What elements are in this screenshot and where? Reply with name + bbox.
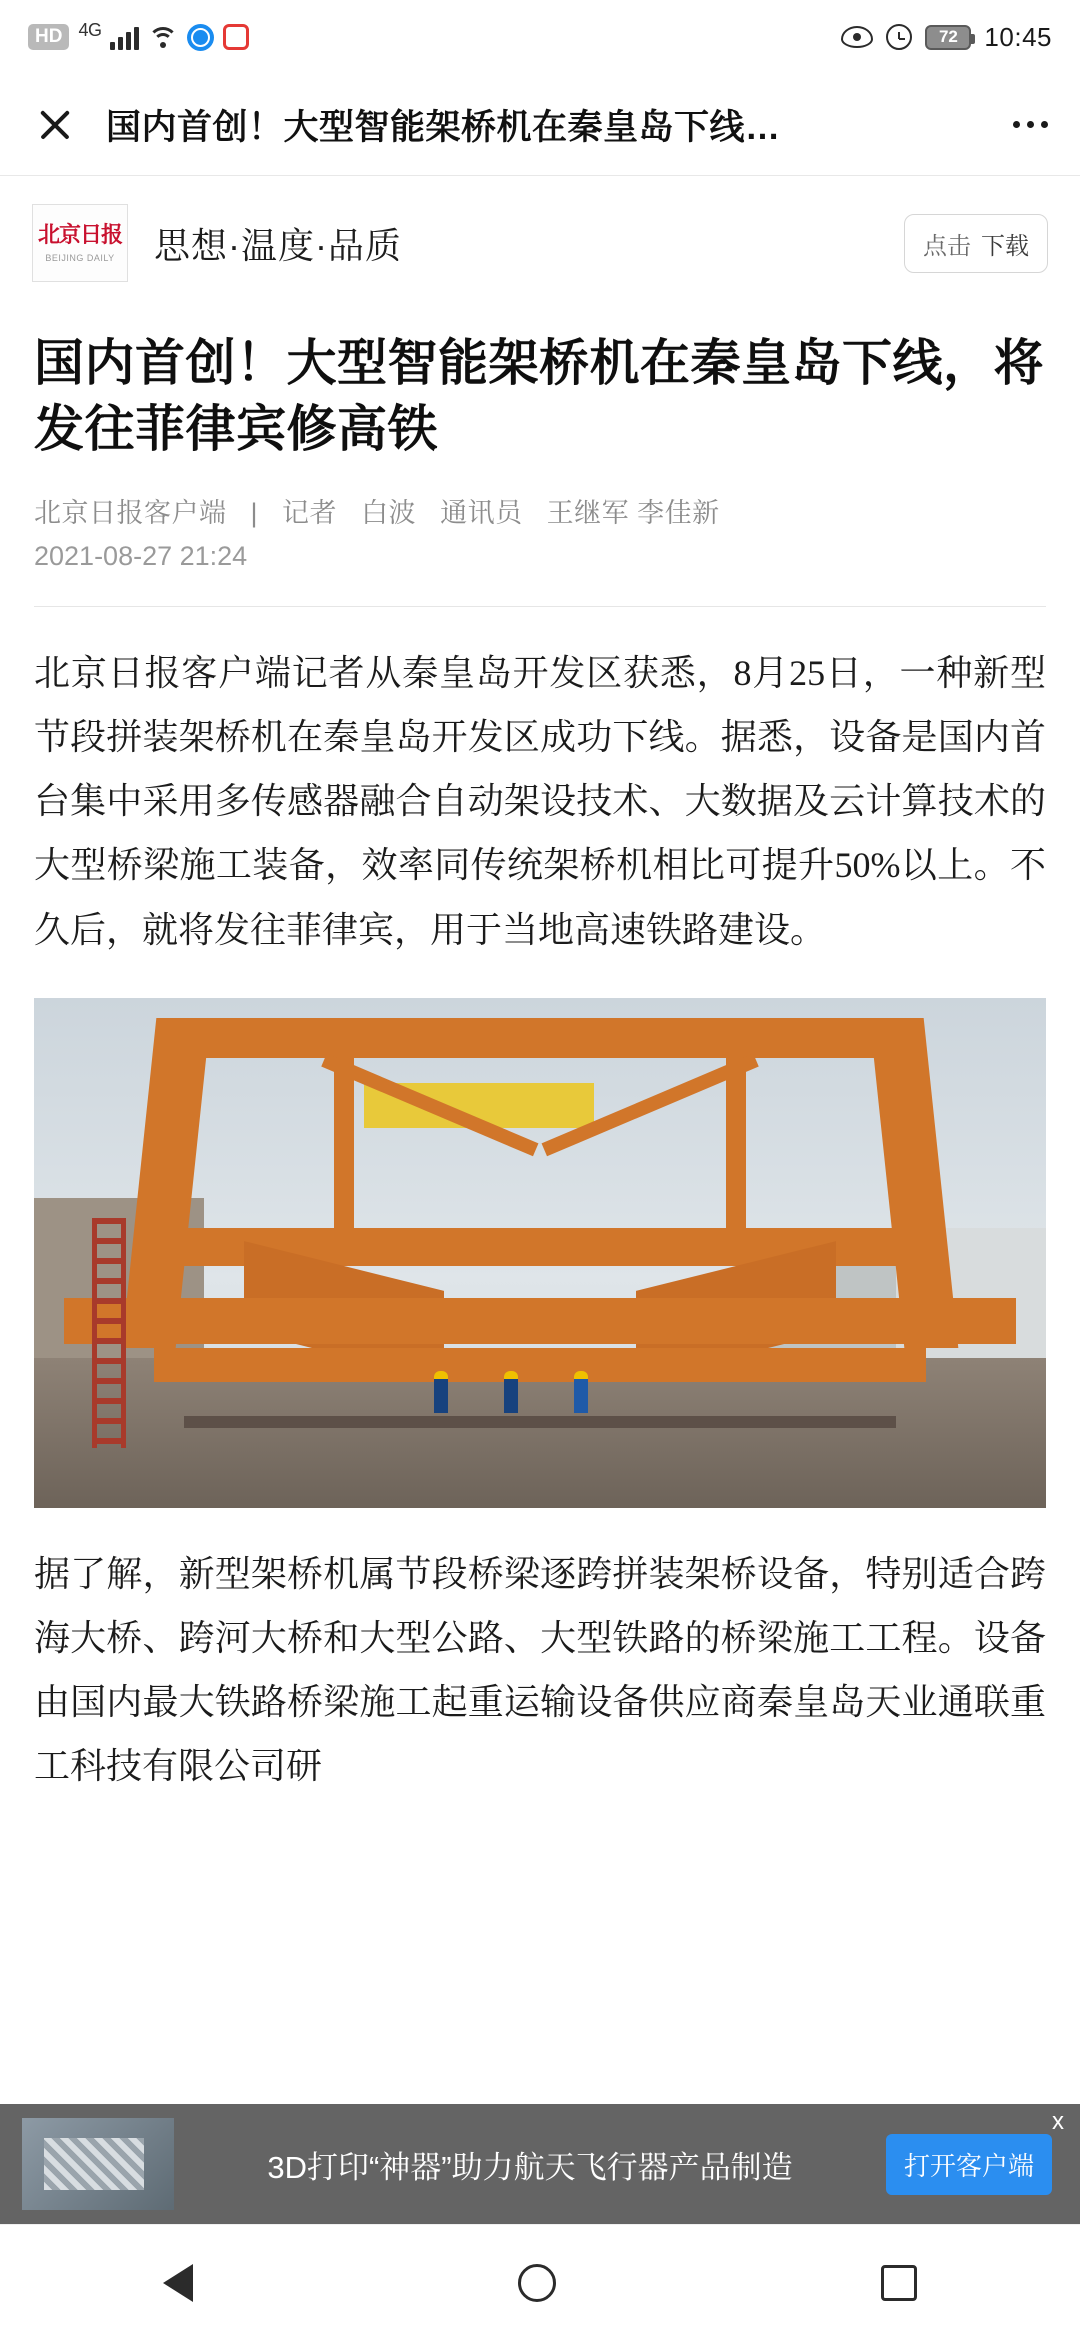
publisher-logo[interactable]: [32, 204, 128, 282]
image-worker: [504, 1379, 518, 1413]
app-top-bar: [0, 74, 1080, 176]
status-bar-left: [28, 19, 249, 51]
correspondent-names: 王继军 李佳新: [546, 498, 720, 528]
download-label: 下载: [981, 232, 1029, 260]
clock-label: 10:45: [984, 21, 1052, 52]
status-bar: [0, 0, 1080, 74]
image-deck-beam-lower: [154, 1348, 926, 1382]
signal-bars-icon: [110, 24, 139, 50]
image-ladder: [92, 1218, 126, 1448]
reporter-name: 白波: [361, 498, 417, 528]
image-worker: [574, 1379, 588, 1413]
alarm-icon: [886, 24, 912, 50]
image-rail: [184, 1416, 896, 1428]
image-truss-top-beam: [179, 1018, 901, 1058]
byline-separator: |: [250, 498, 259, 528]
wifi-icon: [148, 25, 178, 49]
publisher-logo-cn: 北京日报: [37, 221, 122, 247]
image-truss-vertical-2: [726, 1058, 746, 1228]
recent-apps-icon[interactable]: [881, 2265, 917, 2301]
page-title: 国内首创！大型智能架桥机在秦皇岛下线…: [106, 107, 781, 147]
article-byline: [0, 462, 1080, 535]
bottom-ad-banner[interactable]: [0, 2104, 1080, 2224]
more-options-icon[interactable]: [998, 121, 1048, 128]
home-icon[interactable]: [518, 2264, 556, 2302]
download-app-button[interactable]: [904, 214, 1048, 273]
back-icon[interactable]: [163, 2264, 193, 2302]
system-navigation-bar: [0, 2224, 1080, 2340]
ad-thumbnail[interactable]: [22, 2118, 174, 2210]
article-datetime: 2021-08-27 21:24: [34, 541, 248, 572]
publisher-bar: [0, 176, 1080, 292]
app-icon: [223, 24, 249, 50]
article-headline: 国内首创！大型智能架桥机在秦皇岛下线，将发往菲律宾修高铁: [34, 335, 1044, 457]
article-paragraph-2: 据了解，新型架桥机属节段桥梁逐跨拼装架桥设备，特别适合跨海大桥、跨河大桥和大型公路、大型铁路的桥梁施工工程。设备由国内最大铁路桥梁施工起重运输设备供应商秦皇岛天业通联重工科技有限公司研: [34, 1553, 1046, 1786]
open-app-button[interactable]: 打开客户端: [886, 2134, 1052, 2195]
network-type-label: 4G: [78, 19, 102, 40]
correspondent-label: 通讯员: [440, 498, 523, 528]
publisher-slogan: 思想·温度·品质: [154, 224, 402, 266]
image-truss-vertical-1: [334, 1058, 354, 1228]
ad-text: 3D打印“神器”助力航天飞行器产品制造: [267, 2149, 793, 2185]
reporter-label: 记者: [282, 498, 338, 528]
download-hint-label: 点击: [923, 232, 971, 260]
status-bar-right: [841, 22, 1052, 53]
publisher-logo-en: BEIJING DAILY: [45, 252, 115, 263]
article-paragraph-1: 北京日报客户端记者从秦皇岛开发区获悉，8月25日，一种新型节段拼装架桥机在秦皇岛开发区成功下线。据悉，设备是国内首台集中采用多传感器融合自动架设技术、大数据及云计算技术的大型桥梁施工装备，效率同传统架桥机相比可提升50%以上。不久后，就将发往菲律宾，用于当地高速铁路建设。: [34, 653, 1046, 950]
battery-indicator: 72: [925, 25, 971, 50]
article-scroll-area[interactable]: [0, 176, 1080, 2224]
eye-comfort-icon: [841, 26, 873, 48]
article-source: 北京日报客户端: [34, 498, 227, 528]
browser-icon: [187, 24, 214, 51]
image-deck-beam: [64, 1298, 1016, 1344]
article-image[interactable]: [34, 998, 1046, 1508]
close-icon[interactable]: x: [1052, 2108, 1064, 2135]
hd-badge: HD: [28, 24, 69, 50]
close-icon[interactable]: [32, 102, 78, 148]
image-worker: [434, 1379, 448, 1413]
